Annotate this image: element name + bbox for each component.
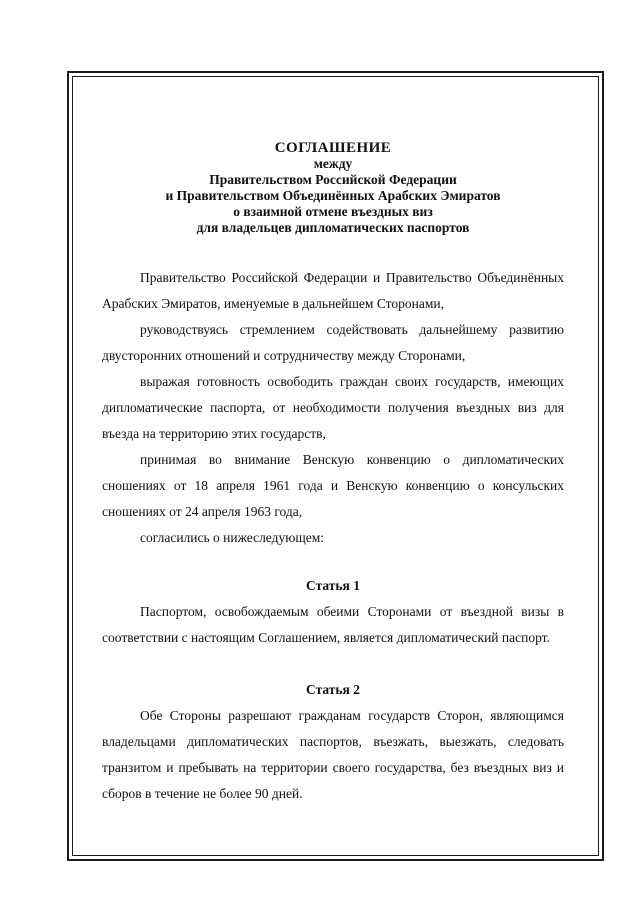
title-line-uae-government: и Правительством Объединённых Арабских Эмиратов — [165, 188, 501, 203]
document-body — [102, 140, 564, 807]
document-title: СОГЛАШЕНИЕ — [274, 140, 392, 156]
preamble-paragraph: согласились о нижеследующем: — [140, 530, 325, 545]
preamble-paragraph: руководствуясь стремлением содействовать дальнейшему развитию двусторонних отношений и сотрудничеству между Сторонами, — [102, 322, 564, 363]
article-heading: Статья 1 — [306, 578, 360, 593]
title-line-between: между — [313, 156, 353, 171]
article-2 — [102, 677, 564, 807]
title-line-diplomatic-passports: для владельцев дипломатических паспортов — [196, 220, 470, 235]
preamble-paragraph: Правительство Российской Федерации и Правительство Объединённых Арабских Эмиратов, именуемые в дальнейшем Сторонами, — [102, 270, 564, 311]
preamble-paragraph: принимая во внимание Венскую конвенцию о дипломатических сношениях от 18 апреля 1961 года и Венскую конвенцию о консульских сношениях от 24 апреля 1963 года, — [102, 452, 564, 519]
preamble — [102, 265, 564, 551]
title-line-russian-government: Правительством Российской Федерации — [209, 172, 457, 187]
article-text: Паспортом, освобождаемым обеими Сторонами от въездной визы в соответствии с настоящим Соглашением, является дипломатический паспорт. — [102, 604, 564, 645]
article-text: Обе Стороны разрешают гражданам государств Сторон, являющимся владельцами дипломатических паспортов, въезжать, выезжать, следовать транзитом и пребывать на территории своего государства, без въездных виз и сборов в течение не более 90 дней. — [102, 708, 564, 801]
document-title-block — [102, 140, 564, 236]
article-heading: Статья 2 — [306, 682, 360, 697]
preamble-paragraph: выражая готовность освободить граждан своих государств, имеющих дипломатические паспорта, от необходимости получения въездных виз для въезда на территорию этих государств, — [102, 374, 564, 441]
article-1 — [102, 573, 564, 651]
title-line-visa-waiver: о взаимной отмене въездных виз — [233, 204, 433, 219]
